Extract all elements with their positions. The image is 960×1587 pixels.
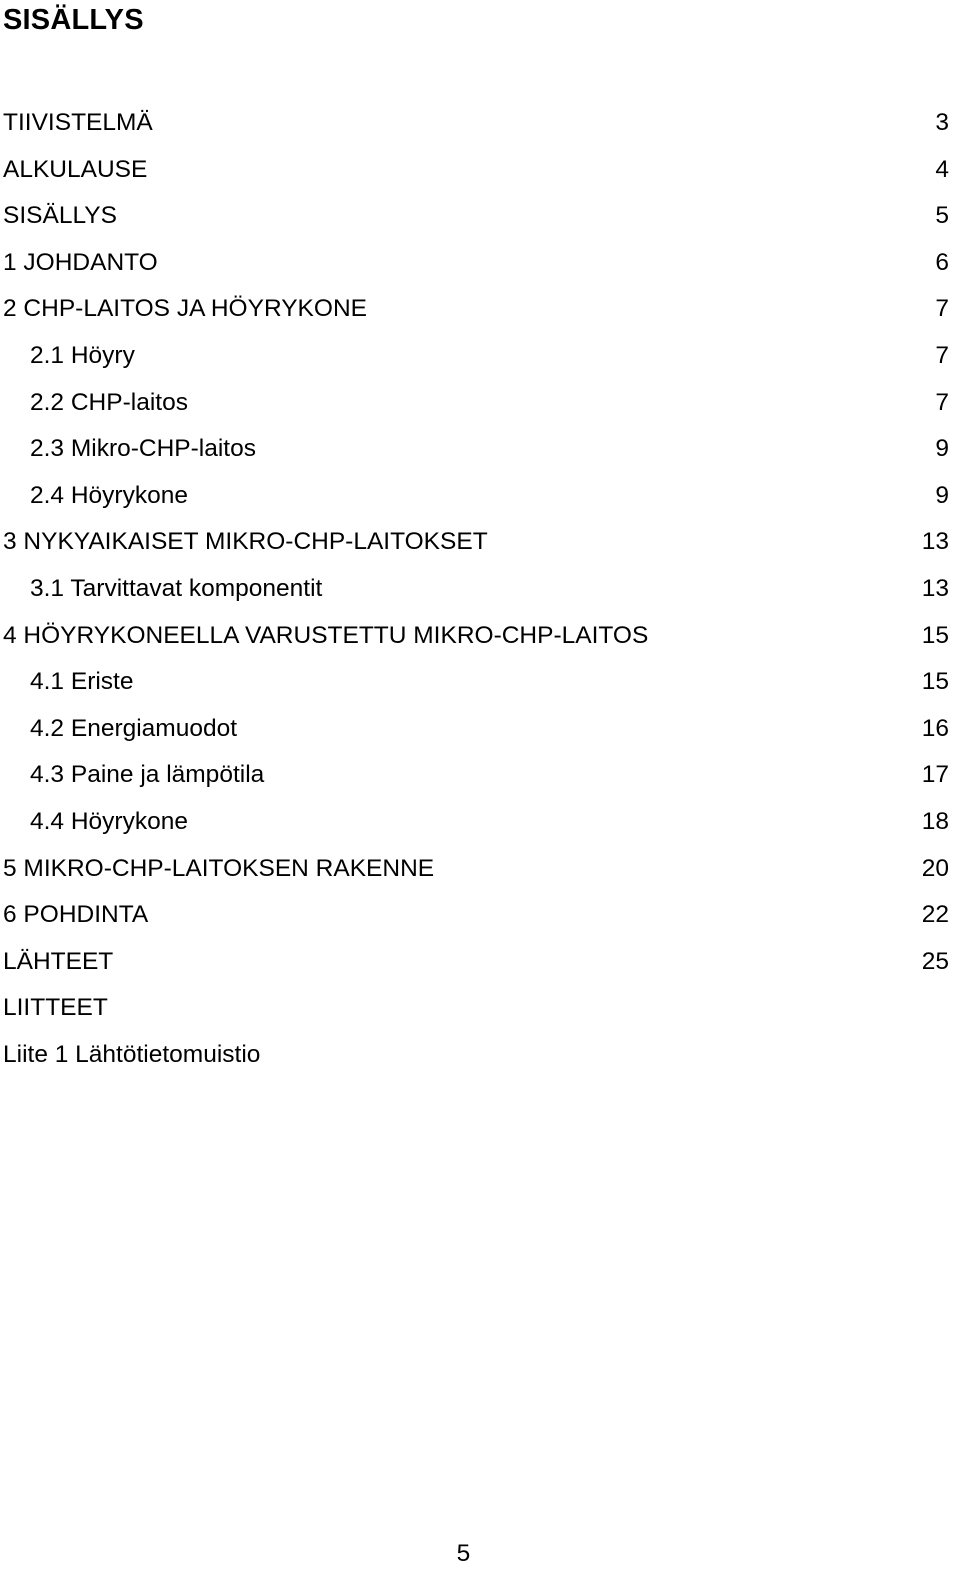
toc-entry-pohdinta[interactable] [3,896,949,943]
toc-entry-hoyrykoneella-varustettu[interactable] [3,617,949,664]
page-number: 5 [456,1540,471,1567]
toc-entry-johdanto[interactable] [3,244,949,291]
toc-entry-label: 2.3 Mikro-CHP-laitos [30,435,256,463]
toc-entry-page: 15 [921,668,949,696]
table-of-contents [3,104,949,1082]
toc-entry-alkulause[interactable] [3,151,949,198]
toc-entry-label: 2 CHP-LAITOS JA HÖYRYKONE [3,295,367,323]
toc-entry-label: 3 NYKYAIKAISET MIKRO-CHP-LAITOKSET [3,528,488,556]
toc-entry-label: Liite 1 Lähtötietomuistio [3,1040,261,1068]
toc-entry-label: LÄHTEET [3,947,114,975]
toc-entry-chp-laitos-ja-hoyrykone[interactable] [3,290,949,337]
toc-entry-energiamuodot[interactable] [3,710,949,757]
toc-entry-label: 4.2 Energiamuodot [30,714,238,742]
toc-entry-page: 5 [935,202,949,230]
toc-entry-hoyrykone-4-4[interactable] [3,803,949,850]
toc-entry-page: 13 [921,574,949,602]
toc-entry-label: 2.2 CHP-laitos [30,388,188,416]
toc-entry-page: 17 [921,761,949,789]
toc-entry-label: 4.1 Eriste [30,668,134,696]
toc-entry-label: LIITTEET [3,994,108,1022]
toc-entry-page: 16 [921,714,949,742]
toc-entry-page: 18 [921,807,949,835]
toc-entry-liitteet[interactable] [3,989,949,1036]
toc-entry-label: 2.4 Höyrykone [30,481,188,509]
toc-entry-page: 7 [935,388,949,416]
toc-entry-label: 2.1 Höyry [30,341,135,369]
toc-entry-label: 6 POHDINTA [3,901,149,929]
toc-entry-page: 22 [921,901,949,929]
toc-entry-eriste[interactable] [3,663,949,710]
toc-entry-label: 4.4 Höyrykone [30,807,188,835]
toc-entry-mikro-chp-laitoksen-rakenne[interactable] [3,850,949,897]
toc-entry-sisallys[interactable] [3,197,949,244]
toc-entry-page: 15 [921,621,949,649]
toc-entry-hoyrykone-2-4[interactable] [3,477,949,524]
toc-entry-label: 3.1 Tarvittavat komponentit [30,574,323,602]
toc-entry-liite-1[interactable] [3,1036,949,1083]
toc-entry-mikro-chp-laitos[interactable] [3,430,949,477]
toc-entry-label: 4 HÖYRYKONEELLA VARUSTETTU MIKRO-CHP-LAITOS [3,621,649,649]
toc-entry-tarvittavat-komponentit[interactable] [3,570,949,617]
toc-entry-lahteet[interactable] [3,943,949,990]
toc-entry-label: ALKULAUSE [3,155,148,183]
toc-entry-page: 13 [921,528,949,556]
toc-entry-page: 9 [935,481,949,509]
toc-entry-tiivistelma[interactable] [3,104,949,151]
toc-entry-page: 7 [935,295,949,323]
toc-entry-label: 1 JOHDANTO [3,248,158,276]
toc-entry-label: 5 MIKRO-CHP-LAITOKSEN RAKENNE [3,854,435,882]
toc-entry-page: 9 [935,435,949,463]
toc-entry-page: 25 [921,947,949,975]
toc-entry-page: 6 [935,248,949,276]
toc-entry-label: SISÄLLYS [3,202,117,230]
toc-entry-label: TIIVISTELMÄ [3,109,153,136]
toc-entry-hoyry[interactable] [3,337,949,384]
toc-entry-page: 7 [935,341,949,369]
toc-entry-page: 4 [935,155,949,183]
toc-entry-chp-laitos[interactable] [3,384,949,431]
toc-entry-label: 4.3 Paine ja lämpötila [30,761,265,789]
page-title: SISÄLLYS [3,4,144,36]
toc-entry-page: 20 [921,854,949,882]
toc-entry-nykyaikaiset-mikro-chp-laitokset[interactable] [3,523,949,570]
toc-entry-paine-ja-lampotila[interactable] [3,756,949,803]
toc-entry-page: 3 [935,109,949,136]
